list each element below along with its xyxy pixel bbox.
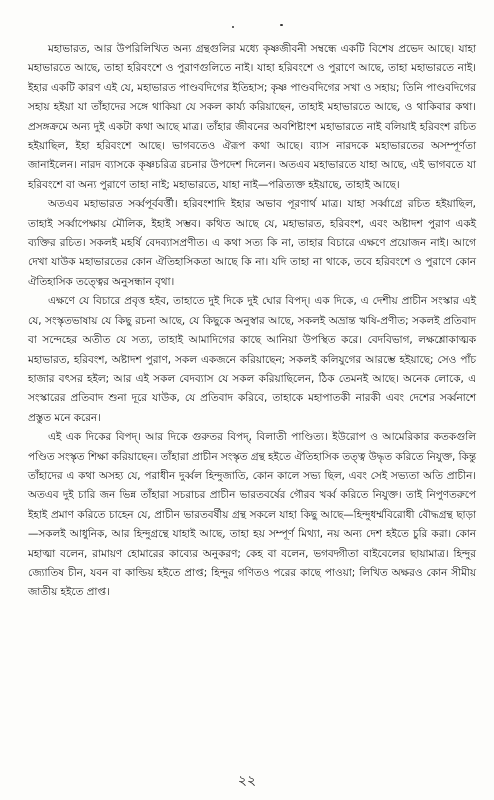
paragraph-4: এই এক দিকের বিপদ্। আর দিকে গুরুতর বিপদ্, বিলাতী পাণ্ডিত্য। ইউরোপ ও আমেরিকার কতকগুলি পণ্ডিত সংস্কৃত শিক্ষা করিয়াছেন। তাঁহারা প্রাচীন সংস্কৃত গ্রন্থ হইতে ঐতিহাসিক তত্ত্ব উদ্ধৃত করিতে নিযুক্ত, কিন্তু তাঁহাদের এ কথা অসহ্য যে, পরাধীন দুর্ব্বল হিন্দুজাতি, কোন কালে সভ্য ছিল, এবং সেই সভ্যতা অতি প্রাচীন। অতএব দুই চারি জন ভিন্ন তাঁহারা সচরাচর প্রাচীন ভারতবর্ষের গৌরব খর্ব্ব করিতে নিযুক্ত। তাই নিপুণতরুপে ইহাই প্রমাণ করিতে চাহেন যে, প্রাচীন ভারতবর্ষীয় গ্রন্থ সকলে যাহা কিছু আছে—হিন্দুধর্ম্মবিরোধী বৌদ্ধগ্রন্থ ছাড়া—সকলই আধুনিক, আর হিন্দুগ্রন্থে যাহাই আছে, তাহা হয় সম্পূর্ণ মিথ্যা, নয় অন্য দেশ হইতে চুরি করা। কোন মহাত্মা বলেন, রামায়ণ হোমারের কাব্যের অনুকরণ; কেহ বা বলেন, ভগবদ্গীতা বাইবেলের ছায়ামাত্র। হিন্দুর জ্যোতিষ চীন, যবন বা কাল্ডিয় হইতে প্রাপ্ত; হিন্দুর গণিতও পরের কাছে পাওয়া; লিখিত অক্ষরও কোন সীমীয় জাতীয় হইতে প্রাপ্ত।	[28, 431, 476, 599]
paragraph-2: অতএব মহাভারত সর্ব্বপূর্ববর্ত্তী। হরিবংশাদি ইহার অভাব পূরণার্থ মাত্র। যাহা সর্ব্বাগ্রে রচিত হইয়াছিল, তাহাই সর্ব্বাপেক্ষায় মৌলিক, ইহাই সম্ভব। কথিত আছে যে, মহাভারত, হরিবংশ, এবং অষ্টাদশ পুরাণ একই ব্যক্তির রচিত। সকলই মহর্ষি বেদব্যাসপ্রণীত। এ কথা সত্য কি না, তাহার বিচারে এক্ষণে প্রয়োজন নাই। আগে দেখা যাউক মহাভারতের কোন ঐতিহাসিকতা আছে কি না। যদি তাহা না থাকে, তবে হরিবংশে ও পুরাণে কোন ঐতিহাসিক তত্ত্বের অনুসন্ধান বৃথা।	[28, 198, 476, 288]
print-specks	[232, 24, 292, 34]
page-number: ২২	[237, 773, 257, 789]
ink-speck	[280, 24, 283, 26]
paragraph-3: এক্ষণে যে বিচারে প্রবৃত্ত হইব, তাহাতে দুই দিকে দুই ঘোর বিপদ্। এক দিকে, এ দেশীয় প্রাচীন সংস্কার এই যে, সংস্কৃতভাষায় যে কিছু রচনা আছে, যে কিছুকে অনুস্বার আছে, সকলই অভ্রান্ত ঋষি-প্রণীত; সকলই প্রতিবাদ বা সন্দেহের অতীত যে সত্য, তাহাই আমাদিগের কাছে আনিয়া উপস্থিত করে। বেদবিভাগ, লক্ষশ্লোকাত্মক মহাভারত, হরিবংশ, অষ্টাদশ পুরাণ, সকল একজনে করিয়াছেন; সকলই কলিযুগের আরম্ভে হইয়াছে; সেও পাঁচ হাজার বৎসর হইল; আর এই সকল বেদব্যাস যে সকল করিয়াছিলেন, ঠিক তেমনই আছে। অনেক লোকে, এ সংস্কারের প্রতিবাদ শুনা দূরে যাউক, যে প্রতিবাদ করিবে, তাহাকে মহাপাতকী নারকী এবং দেশের সর্ব্বনাশে প্রস্তুত মনে করেন।	[28, 295, 476, 424]
body-text	[28, 40, 476, 603]
paragraph-1: মহাভারত, আর উপরিলিখিত অন্য গ্রন্থগুলির মধ্যে কৃষ্ণজীবনী সম্বন্ধে একটি বিশেষ প্রভেদ আছে। যাহা মহাভারতে আছে, তাহা হরিবংশে ও পুরাণগুলিতে নাই। যাহা হরিবংশে ও পুরাণে আছে, তাহা মহাভারতে নাই। ইহার একটি কারণ এই যে, মহাভারত পাণ্ডবদিগের ইতিহাস; কৃষ্ণ পাণ্ডবদিগের সখা ও সহায়; তিনি পাণ্ডবদিগের সহায় হইয়া যা তাঁহাদের সঙ্গে থাকিয়া যে সকল কার্য্য করিয়াছেন, তাহাই মহাভারতে আছে, ও থাকিবার কথা। প্রসঙ্গক্রমে অন্য দুই একটা কথা আছে মাত্র। তাঁহার জীবনের অবশিষ্টাংশ মহাভারতে নাই বলিয়াই হরিবংশ রচিত হইয়াছিল, ইহা হরিবংশে আছে। ভাগবতেও ঐরূপ কথা আছে। ব্যাস নারদকে মহাভারতের অসম্পূর্ণতা জানাইলেন। নারদ ব্যাসকে কৃষ্ণচরিত্র রচনার উপদেশ দিলেন। অতএব মহাভারতে যাহা আছে, এই ভাগবতে যা হরিবংশে বা অন্য পুরাণে তাহা নাই; মহাভারতে, যাহা নাই—পরিত্যক্ত হইয়াছে, তাহাই আছে।	[28, 43, 476, 191]
ink-speck	[232, 26, 234, 28]
